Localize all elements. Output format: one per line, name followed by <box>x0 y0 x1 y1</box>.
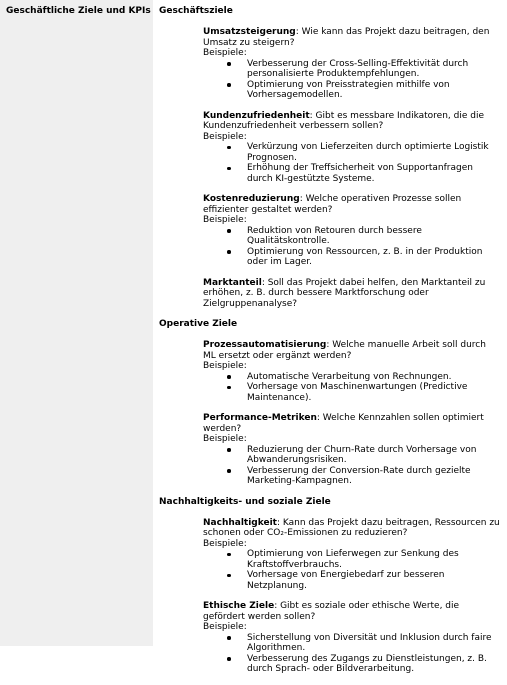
examples-label: Beispiele: <box>203 538 247 549</box>
goal-question: : Wie kann das Projekt dazu beitragen, den Umsatz zu steigern? <box>203 27 490 48</box>
goal-item <box>203 601 501 675</box>
examples-label: Beispiele: <box>203 215 247 225</box>
section <box>159 497 501 675</box>
goal-question: : Gibt es soziale oder ethische Werte, die gefördert werden sollen? <box>203 601 460 622</box>
goal-description <box>203 601 501 622</box>
example-item: Optimierung von Preisstrategien mithilfe von Vorhersagemodellen. <box>247 80 501 101</box>
example-item: Vorhersage von Energiebedarf zur besseren Netzplanung. <box>247 570 501 591</box>
section-title: Geschäftsziele <box>159 6 233 16</box>
example-item: Optimierung von Ressourcen, z. B. in der Produktion oder im Lager. <box>247 247 501 268</box>
goal-description <box>203 278 501 310</box>
examples-label: Beispiele: <box>203 434 247 444</box>
examples-label: Beispiele: <box>203 361 247 371</box>
examples-label: Beispiele: <box>203 48 247 58</box>
goal-description <box>203 111 501 132</box>
goal-question: : Gibt es messbare Indikatoren, die die Kundenzufriedenheit verbessern sollen? <box>203 110 484 131</box>
goal-description <box>203 413 501 434</box>
goal-question: : Soll das Projekt dabei helfen, den Marktanteil zu erhöhen, z. B. durch bessere Marktforschung oder Zielgruppenanalyse? <box>203 277 486 309</box>
examples-list <box>203 549 501 591</box>
goal-term: Ethische Ziele <box>203 601 275 611</box>
example-item: Optimierung von Lieferwegen zur Senkung des Kraftstoffverbrauchs. <box>247 549 501 570</box>
examples-list <box>203 226 501 268</box>
goal-term: Kostenreduzierung <box>203 194 300 204</box>
examples-list <box>203 59 501 101</box>
goal-description <box>203 518 501 539</box>
goal-item <box>203 340 501 403</box>
goal-item <box>203 111 501 185</box>
goal-question: : Welche Kennzahlen sollen optimiert werden? <box>203 413 484 434</box>
goal-description <box>203 27 501 48</box>
main-content <box>159 6 501 685</box>
example-item: Verbesserung der Conversion-Rate durch gezielte Marketing-Kampagnen. <box>247 466 501 487</box>
example-item: Sicherstellung von Diversität und Inklusion durch faire Algorithmen. <box>247 633 501 654</box>
goal-term: Performance-Metriken <box>203 413 317 423</box>
section-title: Nachhaltigkeits- und soziale Ziele <box>159 496 331 507</box>
goal-description <box>203 194 501 215</box>
goal-term: Umsatzsteigerung <box>203 27 296 37</box>
sidebar-title: Geschäftliche Ziele und KPIs <box>6 6 151 16</box>
goal-item <box>203 518 501 592</box>
example-item: Reduzierung der Churn-Rate durch Vorhersage von Abwanderungsrisiken. <box>247 445 501 466</box>
goal-description <box>203 340 501 361</box>
example-item: Reduktion von Retouren durch bessere Qualitätskontrolle. <box>247 226 501 247</box>
goal-term: Marktanteil <box>203 277 262 288</box>
example-item: Verbesserung der Cross-Selling-Effektivität durch personalisierte Produktempfehlungen. <box>247 59 501 80</box>
examples-list <box>203 142 501 184</box>
goal-term: Prozessautomatisierung <box>203 340 327 350</box>
example-item: Vorhersage von Maschinenwartungen (Predictive Maintenance). <box>247 382 501 403</box>
section-title: Operative Ziele <box>159 319 238 329</box>
examples-label: Beispiele: <box>203 131 247 142</box>
goal-item <box>203 194 501 268</box>
goal-term: Kundenzufriedenheit <box>203 110 310 121</box>
goal-question: : Welche operativen Prozesse sollen effizienter gestaltet werden? <box>203 194 462 215</box>
example-item: Verbesserung des Zugangs zu Dienstleistungen, z. B. durch Sprach- oder Bildverarbeitung. <box>247 654 501 675</box>
goal-item <box>203 27 501 101</box>
example-item: Automatische Verarbeitung von Rechnungen. <box>247 372 501 383</box>
goal-question: : Kann das Projekt dazu beitragen, Ressourcen zu schonen oder CO₂-Emissionen zu reduzieren? <box>203 517 500 538</box>
example-item: Verkürzung von Lieferzeiten durch optimierte Logistik Prognosen. <box>247 142 501 163</box>
section <box>159 319 501 487</box>
examples-list <box>203 445 501 487</box>
examples-label: Beispiele: <box>203 622 247 632</box>
goal-question: : Welche manuelle Arbeit soll durch ML ersetzt oder ergänzt werden? <box>203 340 486 361</box>
goal-term: Nachhaltigkeit <box>203 517 277 528</box>
examples-list <box>203 372 501 404</box>
sidebar <box>0 0 153 646</box>
examples-list <box>203 633 501 675</box>
section <box>159 6 501 309</box>
goal-item <box>203 278 501 310</box>
example-item: Erhöhung der Treffsicherheit von Supportanfragen durch KI-gestützte Systeme. <box>247 163 501 184</box>
goal-item <box>203 413 501 487</box>
